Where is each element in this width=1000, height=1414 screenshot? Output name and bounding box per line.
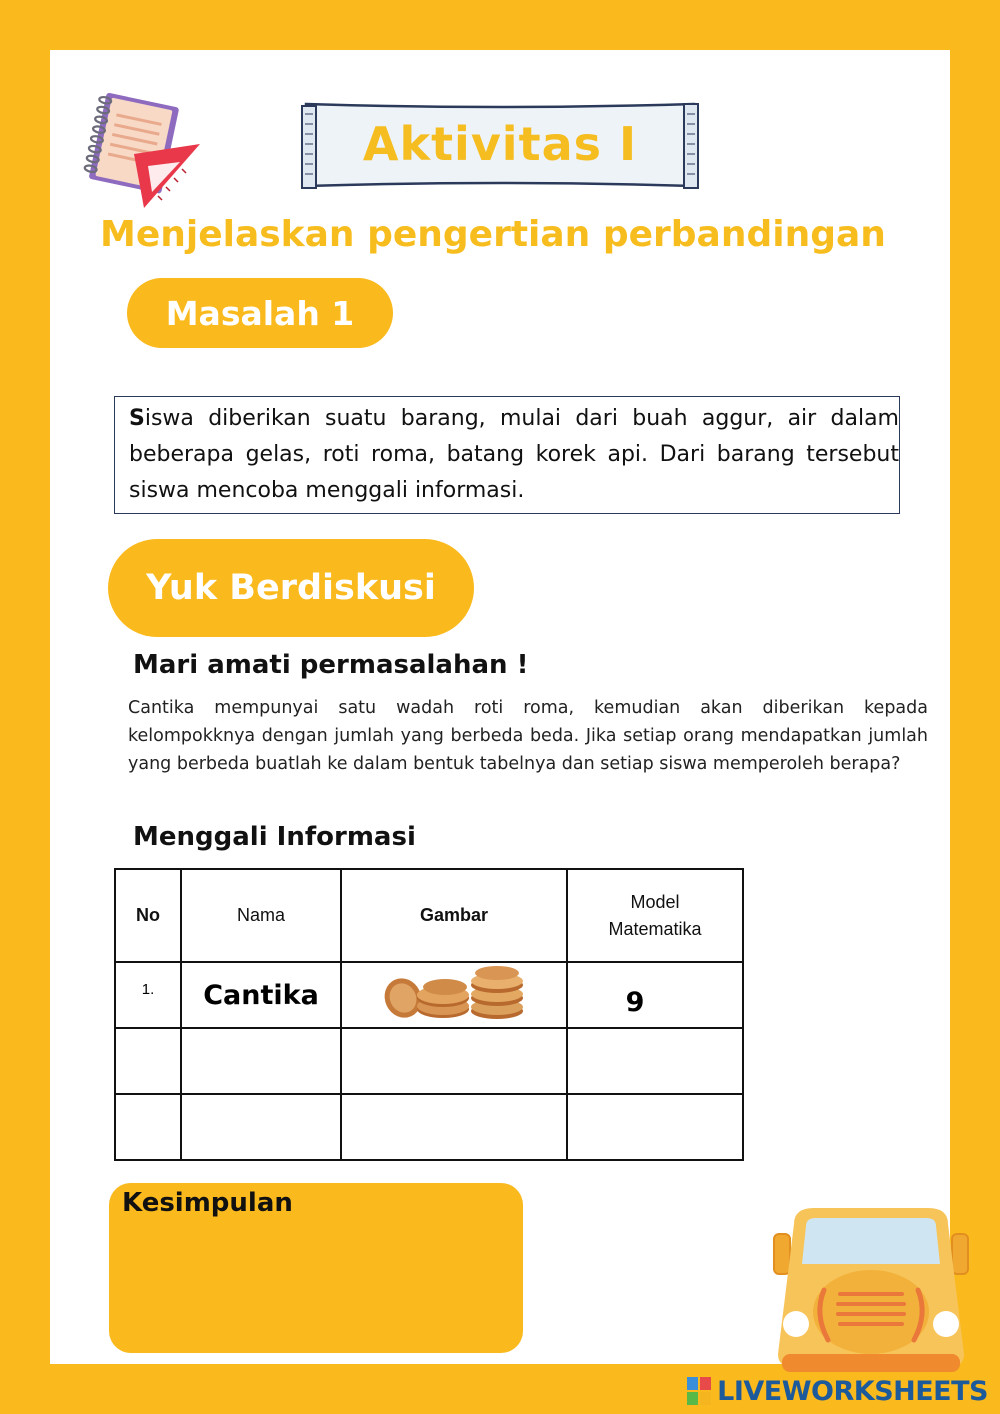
col-header-model [567, 869, 743, 962]
cell-no[interactable] [115, 1028, 181, 1094]
table-header-row [115, 869, 743, 962]
footer-brand[interactable] [687, 1374, 988, 1408]
cell-nama[interactable] [181, 1028, 341, 1094]
cell-no[interactable] [115, 1094, 181, 1160]
problem-text-box [114, 396, 900, 514]
cell-model: 9 [567, 962, 743, 1028]
page-subtitle: Menjelaskan pengertian perbandingan [100, 214, 886, 255]
cell-model[interactable] [567, 1094, 743, 1160]
conclusion-label: Kesimpulan [122, 1188, 293, 1218]
table-row [115, 1094, 743, 1160]
table-row [115, 1028, 743, 1094]
cell-nama: Cantika [181, 962, 341, 1028]
info-table [114, 868, 744, 1161]
problem-text: iswa diberikan suatu barang, mulai dari buah aggur, air dalam beberapa gelas, roti roma, batang korek api. Dari barang tersebut siswa mencoba menggali informasi. [129, 406, 899, 503]
cookies-image [381, 965, 527, 1021]
cell-no: 1. [115, 962, 181, 1028]
cell-model[interactable] [567, 1028, 743, 1094]
notebook-ruler-icon [78, 92, 204, 212]
bus-icon [768, 1204, 974, 1380]
info-heading: Menggali Informasi [133, 822, 416, 852]
col-header-model-label: Model Matematika [608, 891, 702, 939]
conclusion-box[interactable] [109, 1183, 523, 1353]
col-header-no: No [115, 869, 181, 962]
table-row [115, 962, 743, 1028]
cell-gambar[interactable] [341, 1028, 567, 1094]
brand-name: LIVEWORKSHEETS [717, 1375, 988, 1407]
masalah-pill: Masalah 1 [127, 278, 393, 348]
problem-first-letter: S [129, 406, 145, 431]
cell-nama[interactable] [181, 1094, 341, 1160]
discussion-pill: Yuk Berdiskusi [108, 539, 474, 637]
title-banner [300, 100, 700, 192]
discussion-heading: Mari amati permasalahan ! [133, 650, 529, 680]
cell-gambar [341, 962, 567, 1028]
liveworksheets-logo-icon [687, 1377, 711, 1405]
page-title: Aktivitas I [362, 117, 638, 171]
story-paragraph: Cantika mempunyai satu wadah roti roma, kemudian akan diberikan kepada kelompokknya dengan jumlah yang berbeda beda. Jika setiap orang mendapatkan jumlah yang berbeda buatlah ke dalam bentuk tabelnya dan setiap siswa memperoleh berapa? [128, 698, 928, 774]
col-header-nama: Nama [181, 869, 341, 962]
cell-gambar[interactable] [341, 1094, 567, 1160]
col-header-gambar: Gambar [341, 869, 567, 962]
